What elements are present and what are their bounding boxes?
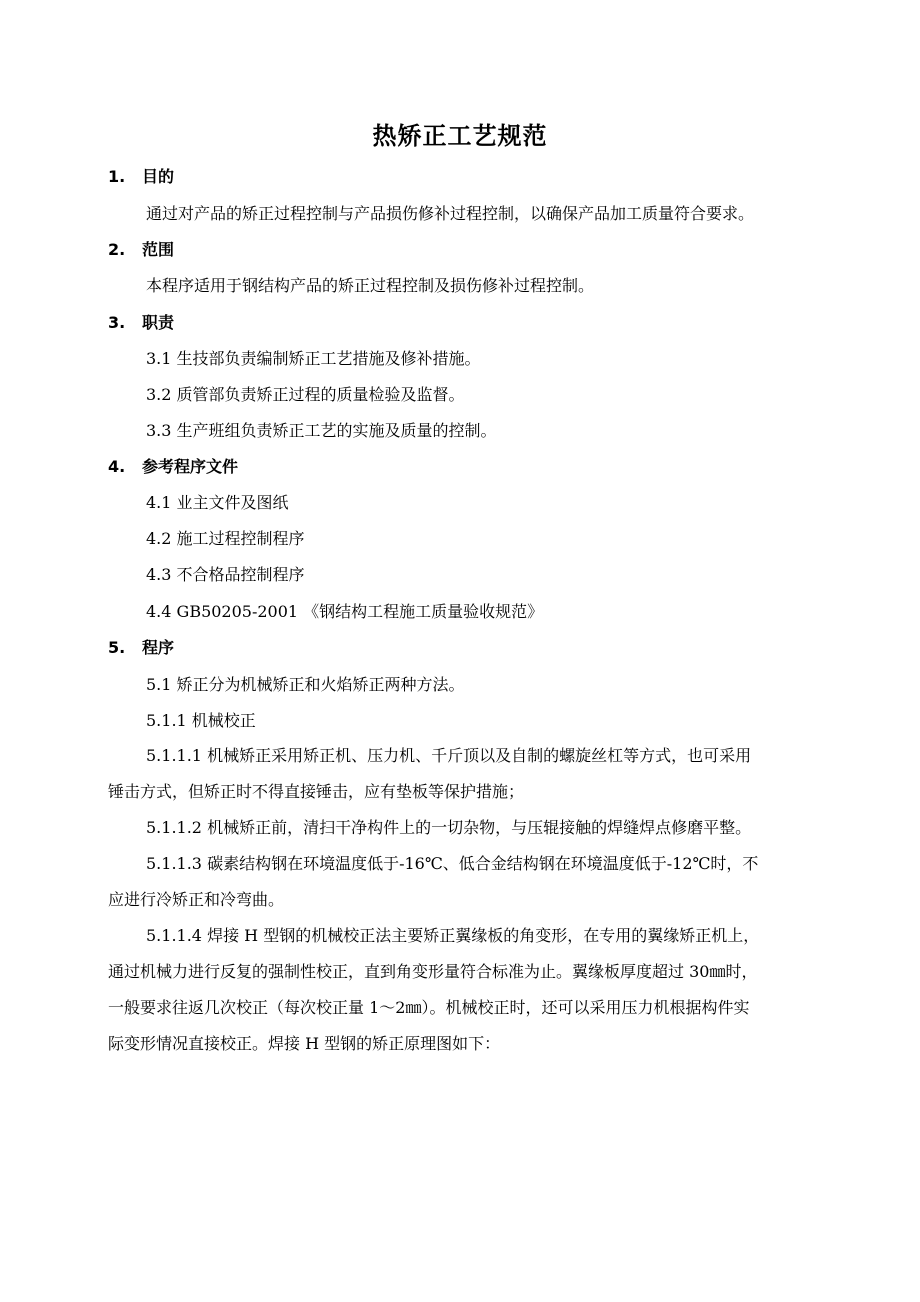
paragraph-line: 5.1.1.3 碳素结构钢在环境温度低于-16℃、低合金结构钢在环境温度低于-12℃时，不 — [146, 854, 759, 873]
paragraph-line: 本程序适用于钢结构产品的矫正过程控制及损伤修补过程控制。 — [146, 276, 595, 295]
section-heading-procedure — [108, 637, 174, 659]
section-heading-scope — [108, 239, 174, 261]
list-item: 3.2 质管部负责矫正过程的质量检验及监督。 — [146, 385, 465, 404]
section-heading-purpose — [108, 166, 174, 188]
document-title: 热矫正工艺规范 — [372, 122, 548, 150]
section-number: 2. — [108, 240, 126, 259]
section-heading-responsibilities — [108, 312, 174, 334]
list-item: 4.1 业主文件及图纸 — [146, 493, 289, 512]
section-title: 程序 — [142, 638, 175, 657]
paragraph-line: 5.1.1.2 机械矫正前，清扫干净构件上的一切杂物，与压辊接触的焊缝焊点修磨平整。 — [146, 818, 752, 837]
section-number: 1. — [108, 167, 126, 186]
paragraph-line: 5.1.1.1 机械矫正采用矫正机、压力机、千斤顶以及自制的螺旋丝杠等方式，也可采用 — [146, 746, 752, 765]
section-title: 参考程序文件 — [142, 457, 239, 476]
paragraph-line: 通过机械力进行反复的强制性校正，直到角变形量符合标准为止。翼缘板厚度超过 30㎜时， — [108, 962, 758, 981]
section-title: 职责 — [142, 313, 175, 332]
section-title: 目的 — [142, 167, 175, 186]
list-item: 4.4 GB50205-2001 《钢结构工程施工质量验收规范》 — [146, 602, 544, 621]
section-number: 3. — [108, 313, 126, 332]
section-number: 4. — [108, 457, 126, 476]
paragraph-line: 一般要求往返几次校正（每次校正量 1～2㎜）。机械校正时，还可以采用压力机根据构件实 — [108, 998, 750, 1017]
paragraph-line: 应进行冷矫正和冷弯曲。 — [108, 890, 285, 909]
paragraph-line: 通过对产品的矫正过程控制与产品损伤修补过程控制，以确保产品加工质量符合要求。 — [146, 204, 755, 223]
list-item: 4.2 施工过程控制程序 — [146, 529, 305, 548]
section-title: 范围 — [142, 240, 175, 259]
list-item: 4.3 不合格品控制程序 — [146, 565, 305, 584]
list-item: 3.3 生产班组负责矫正工艺的实施及质量的控制。 — [146, 421, 497, 440]
paragraph-line: 际变形情况直接校正。焊接 H 型钢的矫正原理图如下： — [108, 1034, 501, 1053]
paragraph-line: 5.1 矫正分为机械矫正和火焰矫正两种方法。 — [146, 675, 465, 694]
list-item: 3.1 生技部负责编制矫正工艺措施及修补措施。 — [146, 349, 481, 368]
paragraph-line: 5.1.1 机械校正 — [146, 711, 256, 730]
paragraph-line: 锤击方式，但矫正时不得直接锤击，应有垫板等保护措施； — [108, 782, 525, 801]
section-number: 5. — [108, 638, 126, 657]
paragraph-line: 5.1.1.4 焊接 H 型钢的机械校正法主要矫正翼缘板的角变形，在专用的翼缘矫正机上， — [146, 926, 760, 945]
section-heading-references — [108, 456, 238, 478]
